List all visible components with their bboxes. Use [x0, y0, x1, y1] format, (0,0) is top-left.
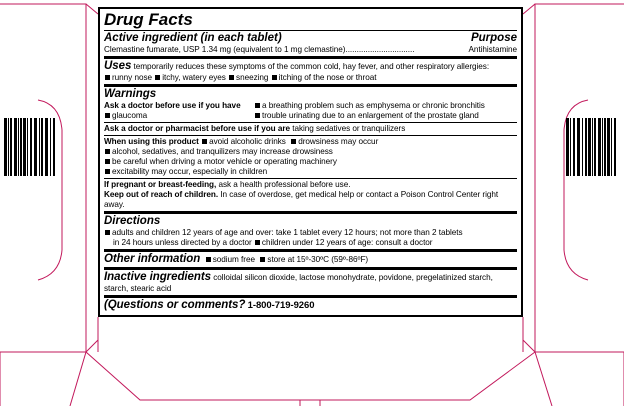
bracket-icon: ( [104, 299, 108, 311]
barcode-bar [45, 118, 48, 176]
barcode-bar [570, 118, 571, 176]
bullet-icon [206, 257, 211, 262]
leader-dots: ............................... [345, 45, 415, 54]
directions-section [104, 214, 517, 252]
barcode-bar [582, 118, 583, 176]
bullet-icon [105, 159, 110, 164]
bullet-icon [291, 139, 296, 144]
barcode-bar [611, 118, 612, 176]
questions-heading: Questions or comments? [107, 299, 246, 311]
questions-section [104, 298, 517, 313]
when-using-item: excitability may occur, especially in children [112, 167, 268, 176]
when-using-item: be careful when driving a motor vehicle or operating machinery [112, 157, 337, 166]
uses-item: runny nose [112, 73, 153, 82]
barcode-bar [50, 118, 51, 176]
ask-doctor-item: glaucoma [112, 111, 148, 120]
pregnant-text: ask a health professional before use. [218, 180, 351, 189]
barcode-bar [598, 118, 601, 176]
barcode-bar [577, 118, 580, 176]
when-using-item: alcohol, sedatives, and tranquilizers may increase drowsiness [112, 147, 333, 156]
directions-heading: Directions [104, 215, 161, 227]
barcode-bar [41, 118, 43, 176]
barcode-left [4, 118, 56, 176]
barcode-bar [10, 118, 12, 176]
barcode-bar [39, 118, 40, 176]
phone-number: 1-800-719-9260 [247, 300, 315, 311]
barcode-bar [14, 118, 17, 176]
ask-doctor-item: trouble urinating due to an enlargement of the prostate gland [262, 111, 479, 120]
bullet-icon [255, 240, 260, 245]
uses-item: itching of the nose or throat [278, 73, 377, 82]
bullet-icon [229, 75, 234, 80]
bullet-icon [105, 169, 110, 174]
ask-doctor-item: a breathing problem such as emphysema or chronic bronchitis [262, 101, 485, 110]
when-using-label: When using this product [104, 137, 199, 146]
purpose-heading: Purpose [470, 32, 517, 44]
uses-item: itchy, watery eyes [162, 73, 226, 82]
warnings-when-using-section [104, 136, 517, 179]
barcode-bar [4, 118, 7, 176]
barcode-bar [602, 118, 603, 176]
purpose-value: Antihistamine [468, 45, 517, 54]
barcode-bar [614, 118, 616, 176]
other-information-section [104, 252, 517, 270]
uses-section [104, 59, 517, 87]
barcode-bar [607, 118, 610, 176]
ask-pharmacist-text: taking sedatives or tranquilizers [292, 124, 406, 133]
other-heading: Other information [104, 253, 201, 265]
bullet-icon [255, 113, 260, 118]
bullet-icon [155, 75, 160, 80]
barcode-bar [592, 118, 593, 176]
barcode-bar [53, 118, 55, 176]
bullet-icon [255, 103, 260, 108]
warnings-ask-doctor-section [104, 87, 517, 123]
barcode-bar [588, 118, 591, 176]
uses-intro: temporarily reduces these symptoms of the common cold, hay fever, and other respiratory allergies: [133, 62, 490, 71]
barcode-bar [23, 118, 26, 176]
when-using-item: drowsiness may occur [298, 137, 379, 146]
bullet-icon [105, 149, 110, 154]
other-item: sodium free [212, 255, 255, 264]
keep-out-text: In case of overdose, get medical help or contact a Poison Control Center right away. [104, 190, 499, 209]
inactive-heading: Inactive ingredients [104, 271, 212, 283]
inactive-ingredients-section [104, 270, 517, 298]
bullet-icon [105, 113, 110, 118]
keep-out-label: Keep out of reach of children. [104, 190, 219, 199]
warnings-pregnancy-section [104, 179, 517, 214]
warnings-heading: Warnings [104, 88, 157, 100]
inactive-text: colloidal silicon dioxide, lactose monohydrate, povidone, pregelatinized starch, starch, stearic acid [104, 273, 493, 293]
drug-facts-panel [98, 7, 523, 317]
active-heading: Active ingredient (in each tablet) [104, 32, 282, 44]
barcode-bar [594, 118, 596, 176]
page-title: Drug Facts [104, 10, 193, 29]
barcode-bar [34, 118, 37, 176]
ask-doctor-label: Ask a doctor before use if you have [104, 101, 241, 110]
barcode-bar [566, 118, 569, 176]
directions-item: adults and children 12 years of age and over: take 1 tablet every 12 hours; not more than 2 tablets [112, 228, 463, 237]
barcode-bar [604, 118, 606, 176]
uses-heading: Uses [104, 60, 132, 72]
barcode-bar [20, 118, 22, 176]
barcode-bar [585, 118, 587, 176]
active-ingredient-section [104, 31, 517, 59]
bullet-icon [272, 75, 277, 80]
bullet-icon [260, 257, 265, 262]
barcode-bar [27, 118, 28, 176]
other-item: store at 15º-30ºC (59º-86ºF) [267, 255, 369, 264]
when-using-item: avoid alcoholic drinks [209, 137, 286, 146]
pregnant-label: If pregnant or breast-feeding, [104, 180, 217, 189]
barcode-bar [573, 118, 575, 176]
barcode-bar [30, 118, 32, 176]
directions-item: children under 12 years of age: consult a doctor [261, 238, 433, 247]
barcode-bar [18, 118, 19, 176]
bullet-icon [202, 139, 207, 144]
title-section [104, 10, 517, 31]
directions-item-cont: in 24 hours unless directed by a doctor [113, 238, 252, 247]
barcode-bar [8, 118, 9, 176]
bullet-icon [105, 230, 110, 235]
ask-pharmacist-label: Ask a doctor or pharmacist before use if you are [104, 124, 290, 133]
warnings-pharmacist-section [104, 123, 517, 136]
bullet-icon [105, 75, 110, 80]
barcode-right [566, 118, 618, 176]
uses-item: sneezing [236, 73, 269, 82]
active-line: Clemastine fumarate, USP 1.34 mg (equivalent to 1 mg clemastine) [104, 45, 346, 54]
